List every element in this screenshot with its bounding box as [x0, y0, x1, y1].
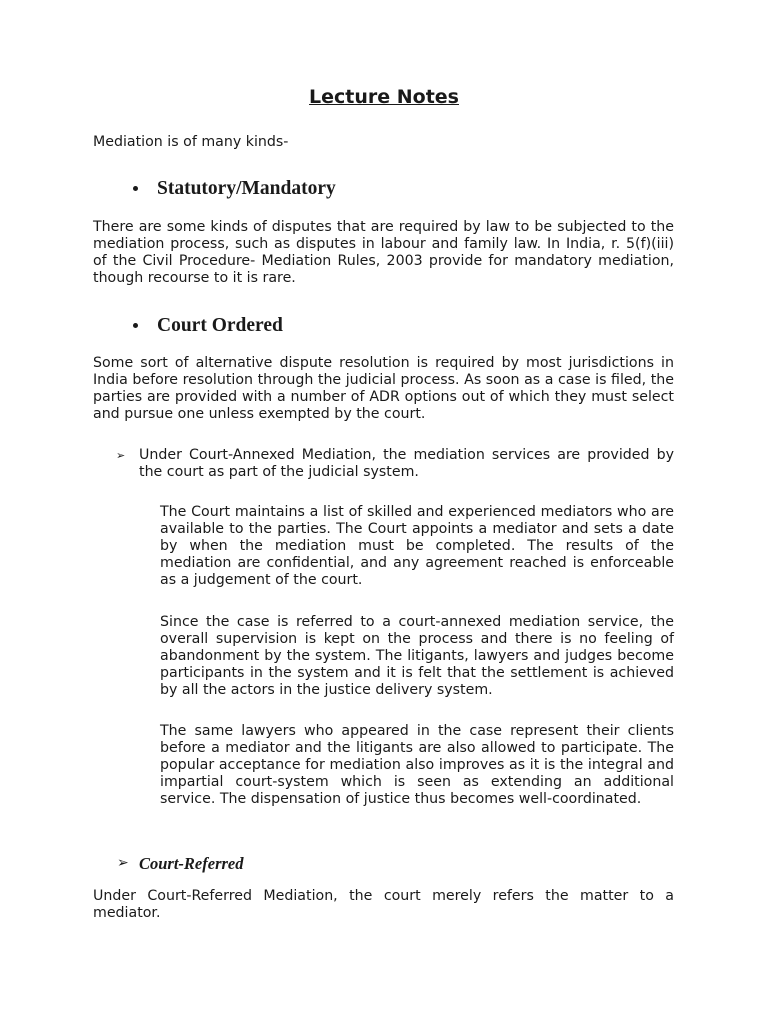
annexed-list-item [116, 447, 674, 481]
arrow-bullet-icon: ➢ [116, 449, 126, 462]
statutory-paragraph: There are some kinds of disputes that are required by law to be subjected to the mediation process, such as disputes in labour and family law. In India, r. 5(f)(iii) of the Civil Procedure- Mediation Rules, 2003 provide for mandatory mediation, though recourse to it is rare. [93, 219, 674, 286]
heading-statutory-mandatory [135, 180, 336, 197]
annexed-lead-text: Under Court-Annexed Mediation, the mediation services are provided by the court as part of the judicial system. [139, 447, 674, 480]
annexed-paragraph: Since the case is referred to a court-annexed mediation service, the overall supervision is kept on the process and there is no feeling of abandonment by the system. The litigants, lawyers and judges become participants in the system and it is felt that the settlement is achieved by all the actors in the justice delivery system. [160, 614, 674, 698]
heading-label: Court Ordered [157, 315, 283, 336]
annexed-paragraph: The Court maintains a list of skilled and experienced mediators who are available to the parties. The Court appoints a mediator and sets a date by when the mediation must be completed. The results of the mediation are confidential, and any agreement reached is enforceable as a judgement of the court. [160, 504, 674, 588]
annexed-paragraph: The same lawyers who appeared in the case represent their clients before a mediator and the litigants are also allowed to participate. The popular acceptance for mediation also improves as it is the integral and impartial court-system which is seen as extending an additional service. The dispensation of justice thus becomes well-coordinated. [160, 723, 674, 807]
intro-text: Mediation is of many kinds- [93, 134, 289, 150]
court-referred-paragraph: Under Court-Referred Mediation, the court merely refers the matter to a mediator. [93, 888, 674, 921]
court-ordered-paragraph: Some sort of alternative dispute resolution is required by most jurisdictions in India before resolution through the judicial process. As soon as a case is filed, the parties are provided with a number of ADR options out of which they must select and pursue one unless exempted by the court. [93, 355, 674, 422]
heading-label: Statutory/Mandatory [157, 178, 336, 199]
bullet-icon [133, 186, 138, 191]
page-title: Lecture Notes [309, 86, 459, 108]
heading-court-ordered [135, 317, 283, 334]
arrow-bullet-icon: ➢ [117, 855, 129, 871]
heading-court-referred [117, 855, 244, 872]
bullet-icon [133, 323, 138, 328]
heading-label: Court-Referred [139, 854, 244, 873]
